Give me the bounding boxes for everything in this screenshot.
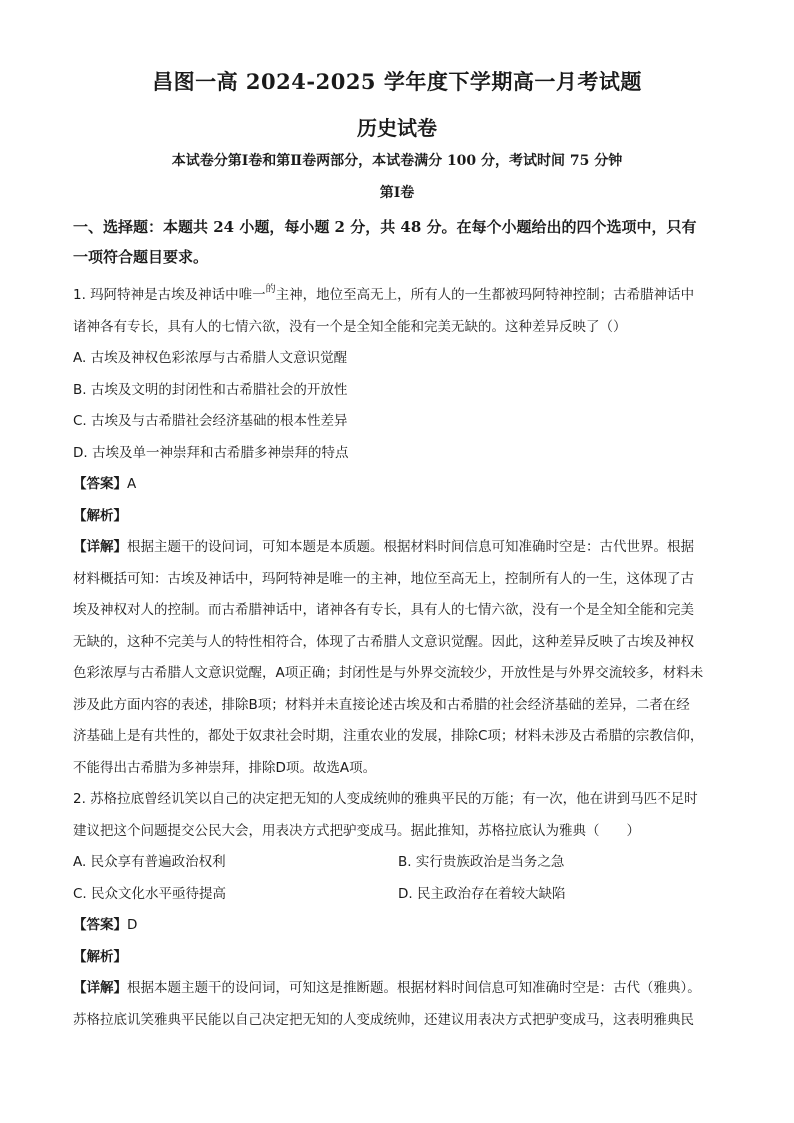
q2-answer bbox=[73, 910, 723, 942]
q2-detail-text-1: 根据本题主题干的设问词，可知这是推断题。根据材料时间信息可知准确时空是：古代（雅典）。 bbox=[127, 980, 701, 996]
q1-option-b: B. 古埃及文明的封闭性和古希腊社会的开放性 bbox=[73, 381, 348, 398]
q2-detail-tag: 【详解】 bbox=[73, 980, 127, 996]
q1-detail-line-3: 埃及神权对人的控制。而古希腊神话中，诸神各有专长，具有人的七情六欲，没有一个是全知全能和完美 bbox=[73, 602, 694, 618]
q1-detail-line-8: 不能得出古希腊为多神崇拜，排除D项。故选A项。 bbox=[73, 759, 377, 776]
section-heading bbox=[73, 212, 723, 272]
q2-options-row-2 bbox=[73, 879, 723, 911]
exam-notice: 本试卷分第Ⅰ卷和第Ⅱ卷两部分，本试卷满分 100 分，考试时间 75 分钟 bbox=[171, 153, 623, 169]
questions-body bbox=[73, 280, 723, 1036]
q2-answer-tag: 【答案】 bbox=[73, 917, 127, 933]
q1-stem-superscript: 的 bbox=[265, 284, 276, 295]
q2-options-row-1 bbox=[73, 847, 723, 879]
q1-stem-part-b: 主神，地位至高无上，所有人的一生都被玛阿特神控制；古希腊神话中 bbox=[275, 287, 695, 303]
q2-analysis-tag: 【解析】 bbox=[73, 948, 127, 965]
q1-option-c: C. 古埃及与古希腊社会经济基础的根本性差异 bbox=[73, 413, 348, 429]
q1-detail-line-4: 无缺的，这种不完美与人的特性相符合，体现了古希腊人文意识觉醒。因此，这种差异反映了古埃及神权 bbox=[73, 633, 694, 650]
volume-heading: 第Ⅰ卷 bbox=[379, 185, 415, 201]
section-line-1: 一、选择题：本题共 24 小题，每小题 2 分，共 48 分。在每个小题给出的四个选项中，只有 bbox=[73, 218, 697, 236]
q1-detail-line-2: 材料概括可知：古埃及神话中，玛阿特神是唯一的主神，地位至高无上，控制所有人的一生，这体现了古 bbox=[73, 570, 694, 587]
q2-answer-value: D bbox=[127, 917, 138, 933]
q1-detail-line-5: 色彩浓厚与古希腊人文意识觉醒，A项正确；封闭性是与外界交流较少，开放性是与外界交流较多，材料未 bbox=[73, 665, 704, 681]
page-subtitle: 历史试卷 bbox=[357, 116, 437, 140]
q1-detail-line-1 bbox=[73, 532, 723, 564]
q1-answer-value: A bbox=[127, 476, 137, 492]
page-title: 昌图一高 2024-2025 学年度下学期高一月考试题 bbox=[152, 69, 642, 94]
q2-detail-line-2: 苏格拉底讥笑雅典平民能以自己决定把无知的人变成统帅，还建议用表决方式把驴变成马，这表明雅典民 bbox=[73, 1011, 694, 1028]
q1-stem-line-2: 诸神各有专长，具有人的七情六欲，没有一个是全知全能和完美无缺的。这种差异反映了（） bbox=[73, 318, 627, 335]
q1-stem-line-1 bbox=[73, 280, 723, 312]
section-line-2: 一项符合题目要求。 bbox=[73, 248, 209, 266]
q1-answer bbox=[73, 469, 723, 501]
q1-option-a: A. 古埃及神权色彩浓厚与古希腊人文意识觉醒 bbox=[73, 350, 348, 366]
q1-detail-text-1: 根据主题干的设问词，可知本题是本质题。根据材料时间信息可知准确时空是：古代世界。根据 bbox=[127, 539, 694, 555]
q1-detail-line-7: 济基础上是有共性的，都处于奴隶社会时期，注重农业的发展，排除C项；材料未涉及古希腊的宗教信仰， bbox=[73, 728, 704, 744]
q1-option-d: D. 古埃及单一神崇拜和古希腊多神崇拜的特点 bbox=[73, 444, 349, 461]
q1-stem-part-a: 1. 玛阿特神是古埃及神话中唯一 bbox=[73, 287, 266, 303]
q1-detail-tag: 【详解】 bbox=[73, 539, 127, 555]
q1-answer-tag: 【答案】 bbox=[73, 476, 127, 492]
q2-option-d: D. 民主政治存在着较大缺陷 bbox=[398, 885, 566, 902]
q2-option-c: C. 民众文化水平亟待提高 bbox=[73, 885, 227, 902]
q2-option-b: B. 实行贵族政治是当务之急 bbox=[398, 854, 565, 870]
q1-analysis-tag: 【解析】 bbox=[73, 507, 127, 524]
q2-detail-line-1 bbox=[73, 973, 723, 1005]
q1-detail-line-6: 涉及此方面内容的表述，排除B项；材料并未直接论述古埃及和古希腊的社会经济基础的差异，二者在经 bbox=[73, 696, 690, 713]
q2-stem-line-2: 建议把这个问题提交公民大会，用表决方式把驴变成马。据此推知，苏格拉底认为雅典（ ） bbox=[73, 822, 640, 839]
q2-option-a: A. 民众享有普遍政治权利 bbox=[73, 854, 226, 870]
q2-stem-line-1: 2. 苏格拉底曾经讥笑以自己的决定把无知的人变成统帅的雅典平民的万能；有一次，他在讲到马匹不足时 bbox=[73, 791, 698, 807]
